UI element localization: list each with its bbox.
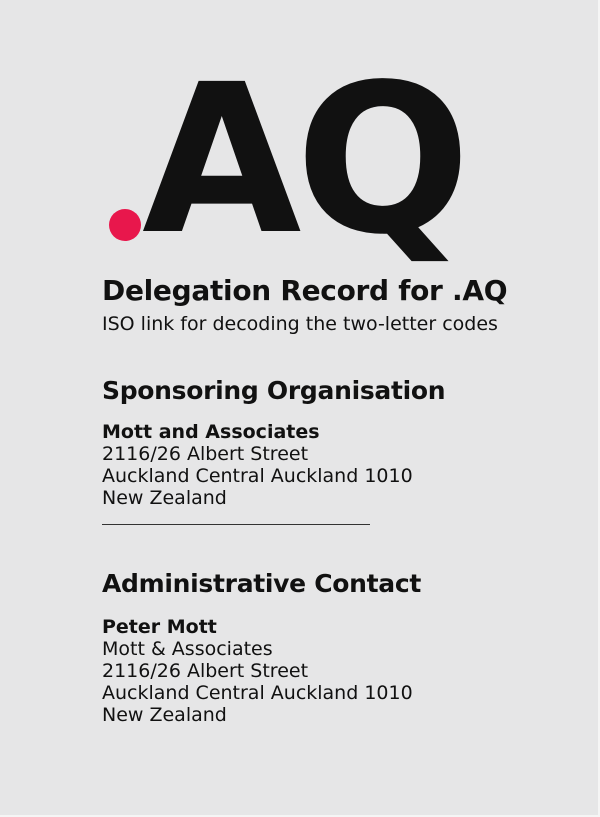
admin-name: Peter Mott [102,616,217,638]
admin-address-line: Auckland Central Auckland 1010 [102,682,413,704]
iso-link[interactable]: ISO link for decoding the two-letter codes [102,313,498,335]
logo-dot [109,209,141,241]
section-divider [102,524,370,525]
admin-address-line: Mott & Associates [102,638,273,660]
page-title: Delegation Record for .AQ [102,274,508,307]
sponsoring-address-line: Auckland Central Auckland 1010 [102,465,413,487]
admin-address [102,616,413,726]
logo-letters: AQ [142,40,465,280]
sponsoring-address-line: New Zealand [102,487,227,509]
sponsoring-address [102,421,413,509]
sponsoring-name: Mott and Associates [102,421,320,443]
admin-address-line: 2116/26 Albert Street [102,660,309,682]
sponsoring-heading: Sponsoring Organisation [102,376,446,405]
admin-heading: Administrative Contact [102,569,422,598]
tld-logo [102,40,502,280]
sponsoring-address-line: 2116/26 Albert Street [102,443,309,465]
admin-address-line: New Zealand [102,704,227,726]
